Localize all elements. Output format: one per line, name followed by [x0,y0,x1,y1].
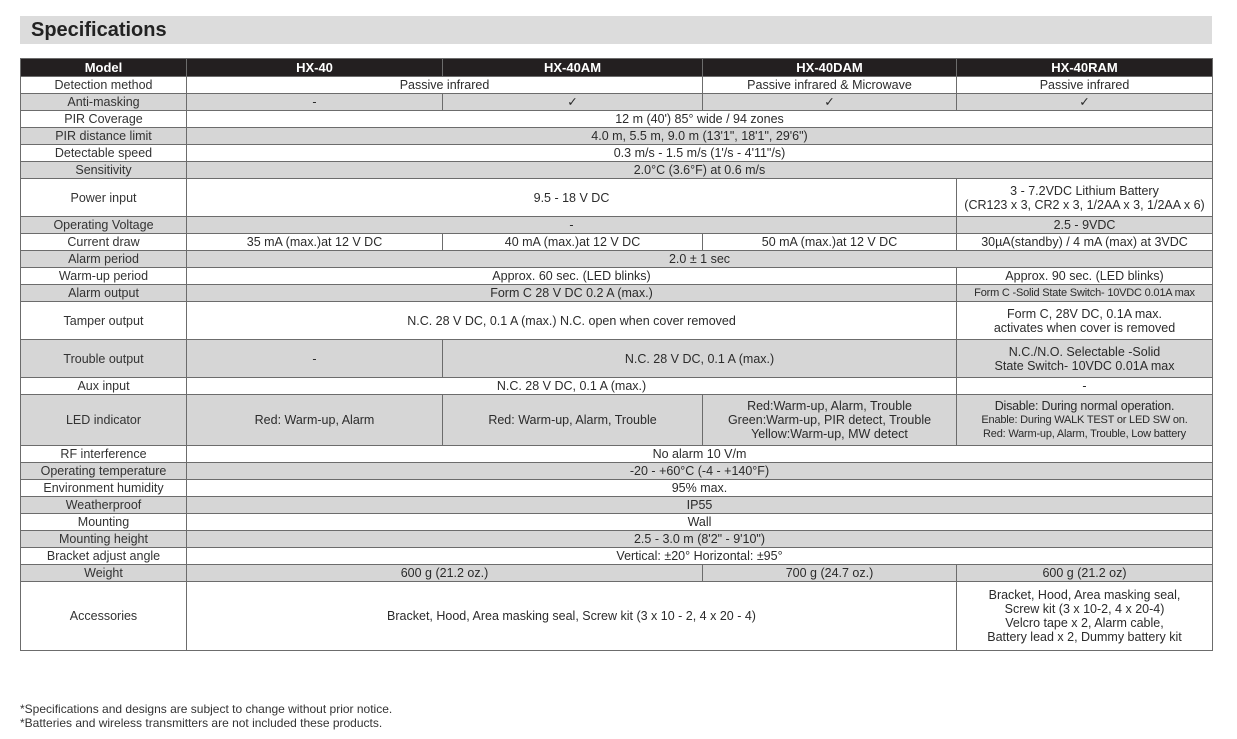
table-row [21,285,1213,302]
cell-line: Yellow:Warm-up, MW detect [751,427,908,441]
row-label: Detection method [21,77,187,94]
table-row [21,302,1213,340]
table-row [21,446,1213,463]
cell: Form C -Solid State Switch- 10VDC 0.01A max [957,285,1213,302]
table-row [21,145,1213,162]
checkmark-icon: ✓ [443,94,703,111]
cell: 2.0 ± 1 sec [187,251,1213,268]
table-row [21,514,1213,531]
cell: Wall [187,514,1213,531]
cell-line: (CR123 x 3, CR2 x 3, 1/2AA x 3, 1/2AA x 6) [964,197,1205,212]
table-row [21,340,1213,378]
table-row [21,94,1213,111]
row-label: Trouble output [21,340,187,378]
row-label: Anti-masking [21,94,187,111]
cell: 40 mA (max.)at 12 V DC [443,234,703,251]
cell-multiline [957,395,1213,446]
cell: -20 - +60°C (-4 - +140°F) [187,463,1213,480]
cell: 4.0 m, 5.5 m, 9.0 m (13'1", 18'1", 29'6") [187,128,1213,145]
cell: 9.5 - 18 V DC [187,179,957,217]
col-header-model: Model [21,59,187,77]
row-label: PIR distance limit [21,128,187,145]
checkmark-icon: ✓ [703,94,957,111]
table-row [21,234,1213,251]
table-row [21,179,1213,217]
cell-line: Bracket, Hood, Area masking seal, [988,588,1181,602]
cell: Form C 28 V DC 0.2 A (max.) [187,285,957,302]
row-label: PIR Coverage [21,111,187,128]
row-label: Alarm output [21,285,187,302]
cell-line: N.C./N.O. Selectable -Solid [1008,344,1161,359]
cell: 700 g (24.7 oz.) [703,565,957,582]
cell: - [187,94,443,111]
cell: 2.5 - 9VDC [957,217,1213,234]
table-row [21,531,1213,548]
row-label: Sensitivity [21,162,187,179]
cell: Passive infrared [187,77,703,94]
cell: 2.5 - 3.0 m (8'2" - 9'10") [187,531,1213,548]
table-header-row [21,59,1213,77]
cell: Approx. 60 sec. (LED blinks) [187,268,957,285]
cell: 2.0°C (3.6°F) at 0.6 m/s [187,162,1213,179]
footnote: *Specifications and designs are subject to change without prior notice. [20,702,393,716]
cell: N.C. 28 V DC, 0.1 A (max.) [187,378,957,395]
cell: 600 g (21.2 oz.) [187,565,703,582]
cell: No alarm 10 V/m [187,446,1213,463]
row-label: Weight [21,565,187,582]
col-header-hx40am: HX-40AM [443,59,703,77]
row-label: Operating Voltage [21,217,187,234]
row-label: Detectable speed [21,145,187,162]
specifications-table [20,58,1213,651]
cell: 95% max. [187,480,1213,497]
table-row [21,217,1213,234]
cell: Vertical: ±20° Horizontal: ±95° [187,548,1213,565]
cell-multiline [703,395,957,446]
row-label: LED indicator [21,395,187,446]
row-label: RF interference [21,446,187,463]
cell: Red: Warm-up, Alarm, Trouble [443,395,703,446]
table-row [21,395,1213,446]
cell: N.C. 28 V DC, 0.1 A (max.) [443,340,957,378]
table-row [21,497,1213,514]
cell: Approx. 90 sec. (LED blinks) [957,268,1213,285]
cell: Passive infrared & Microwave [703,77,957,94]
cell: - [957,378,1213,395]
col-header-hx40dam: HX-40DAM [703,59,957,77]
row-label: Mounting height [21,531,187,548]
cell-multiline [957,340,1213,378]
row-label: Tamper output [21,302,187,340]
cell: 50 mA (max.)at 12 V DC [703,234,957,251]
row-label: Power input [21,179,187,217]
cell: IP55 [187,497,1213,514]
cell-line: Enable: During WALK TEST or LED SW on. [981,414,1188,426]
row-label: Warm-up period [21,268,187,285]
cell-line: Red:Warm-up, Alarm, Trouble [747,399,912,413]
table-row [21,268,1213,285]
col-header-hx40: HX-40 [187,59,443,77]
row-label: Environment humidity [21,480,187,497]
cell-line: Green:Warm-up, PIR detect, Trouble [727,413,932,427]
cell-line: State Switch- 10VDC 0.01A max [994,358,1175,373]
cell: - [187,340,443,378]
table-row [21,582,1213,651]
table-row [21,128,1213,145]
cell: 12 m (40') 85° wide / 94 zones [187,111,1213,128]
row-label: Alarm period [21,251,187,268]
cell-line: Battery lead x 2, Dummy battery kit [987,630,1182,644]
page-title: Specifications [31,19,167,41]
cell-multiline [957,582,1213,651]
cell-line: Form C, 28V DC, 0.1A max. [1007,306,1162,321]
cell: N.C. 28 V DC, 0.1 A (max.) N.C. open when cover removed [187,302,957,340]
col-header-hx40ram: HX-40RAM [957,59,1213,77]
cell: 600 g (21.2 oz) [957,565,1213,582]
cell-line: 3 - 7.2VDC Lithium Battery [1010,183,1159,198]
table-row [21,565,1213,582]
row-label: Aux input [21,378,187,395]
table-row [21,480,1213,497]
checkmark-icon: ✓ [957,94,1213,111]
cell-line: Disable: During normal operation. [994,399,1175,413]
row-label: Accessories [21,582,187,651]
row-label: Operating temperature [21,463,187,480]
table-row [21,251,1213,268]
cell-line: Screw kit (3 x 10-2, 4 x 20-4) [1004,602,1165,616]
cell: 35 mA (max.)at 12 V DC [187,234,443,251]
cell-line: Red: Warm-up, Alarm, Trouble, Low battery [983,428,1186,440]
footnote: *Batteries and wireless transmitters are not included these products. [20,716,383,730]
table-row [21,378,1213,395]
cell: Passive infrared [957,77,1213,94]
section-header [20,16,1212,44]
row-label: Current draw [21,234,187,251]
row-label: Bracket adjust angle [21,548,187,565]
cell: - [187,217,957,234]
table-row [21,111,1213,128]
cell: Bracket, Hood, Area masking seal, Screw kit (3 x 10 - 2, 4 x 20 - 4) [187,582,957,651]
cell-multiline [957,302,1213,340]
table-row [21,77,1213,94]
cell-line: Velcro tape x 2, Alarm cable, [1005,616,1164,630]
row-label: Mounting [21,514,187,531]
table-row [21,162,1213,179]
cell: 30µA(standby) / 4 mA (max) at 3VDC [957,234,1213,251]
table-row [21,548,1213,565]
cell-multiline [957,179,1213,217]
cell: 0.3 m/s - 1.5 m/s (1'/s - 4'11"/s) [187,145,1213,162]
table-row [21,463,1213,480]
footnotes [20,702,392,730]
cell-line: activates when cover is removed [993,320,1176,335]
cell: Red: Warm-up, Alarm [187,395,443,446]
row-label: Weatherproof [21,497,187,514]
